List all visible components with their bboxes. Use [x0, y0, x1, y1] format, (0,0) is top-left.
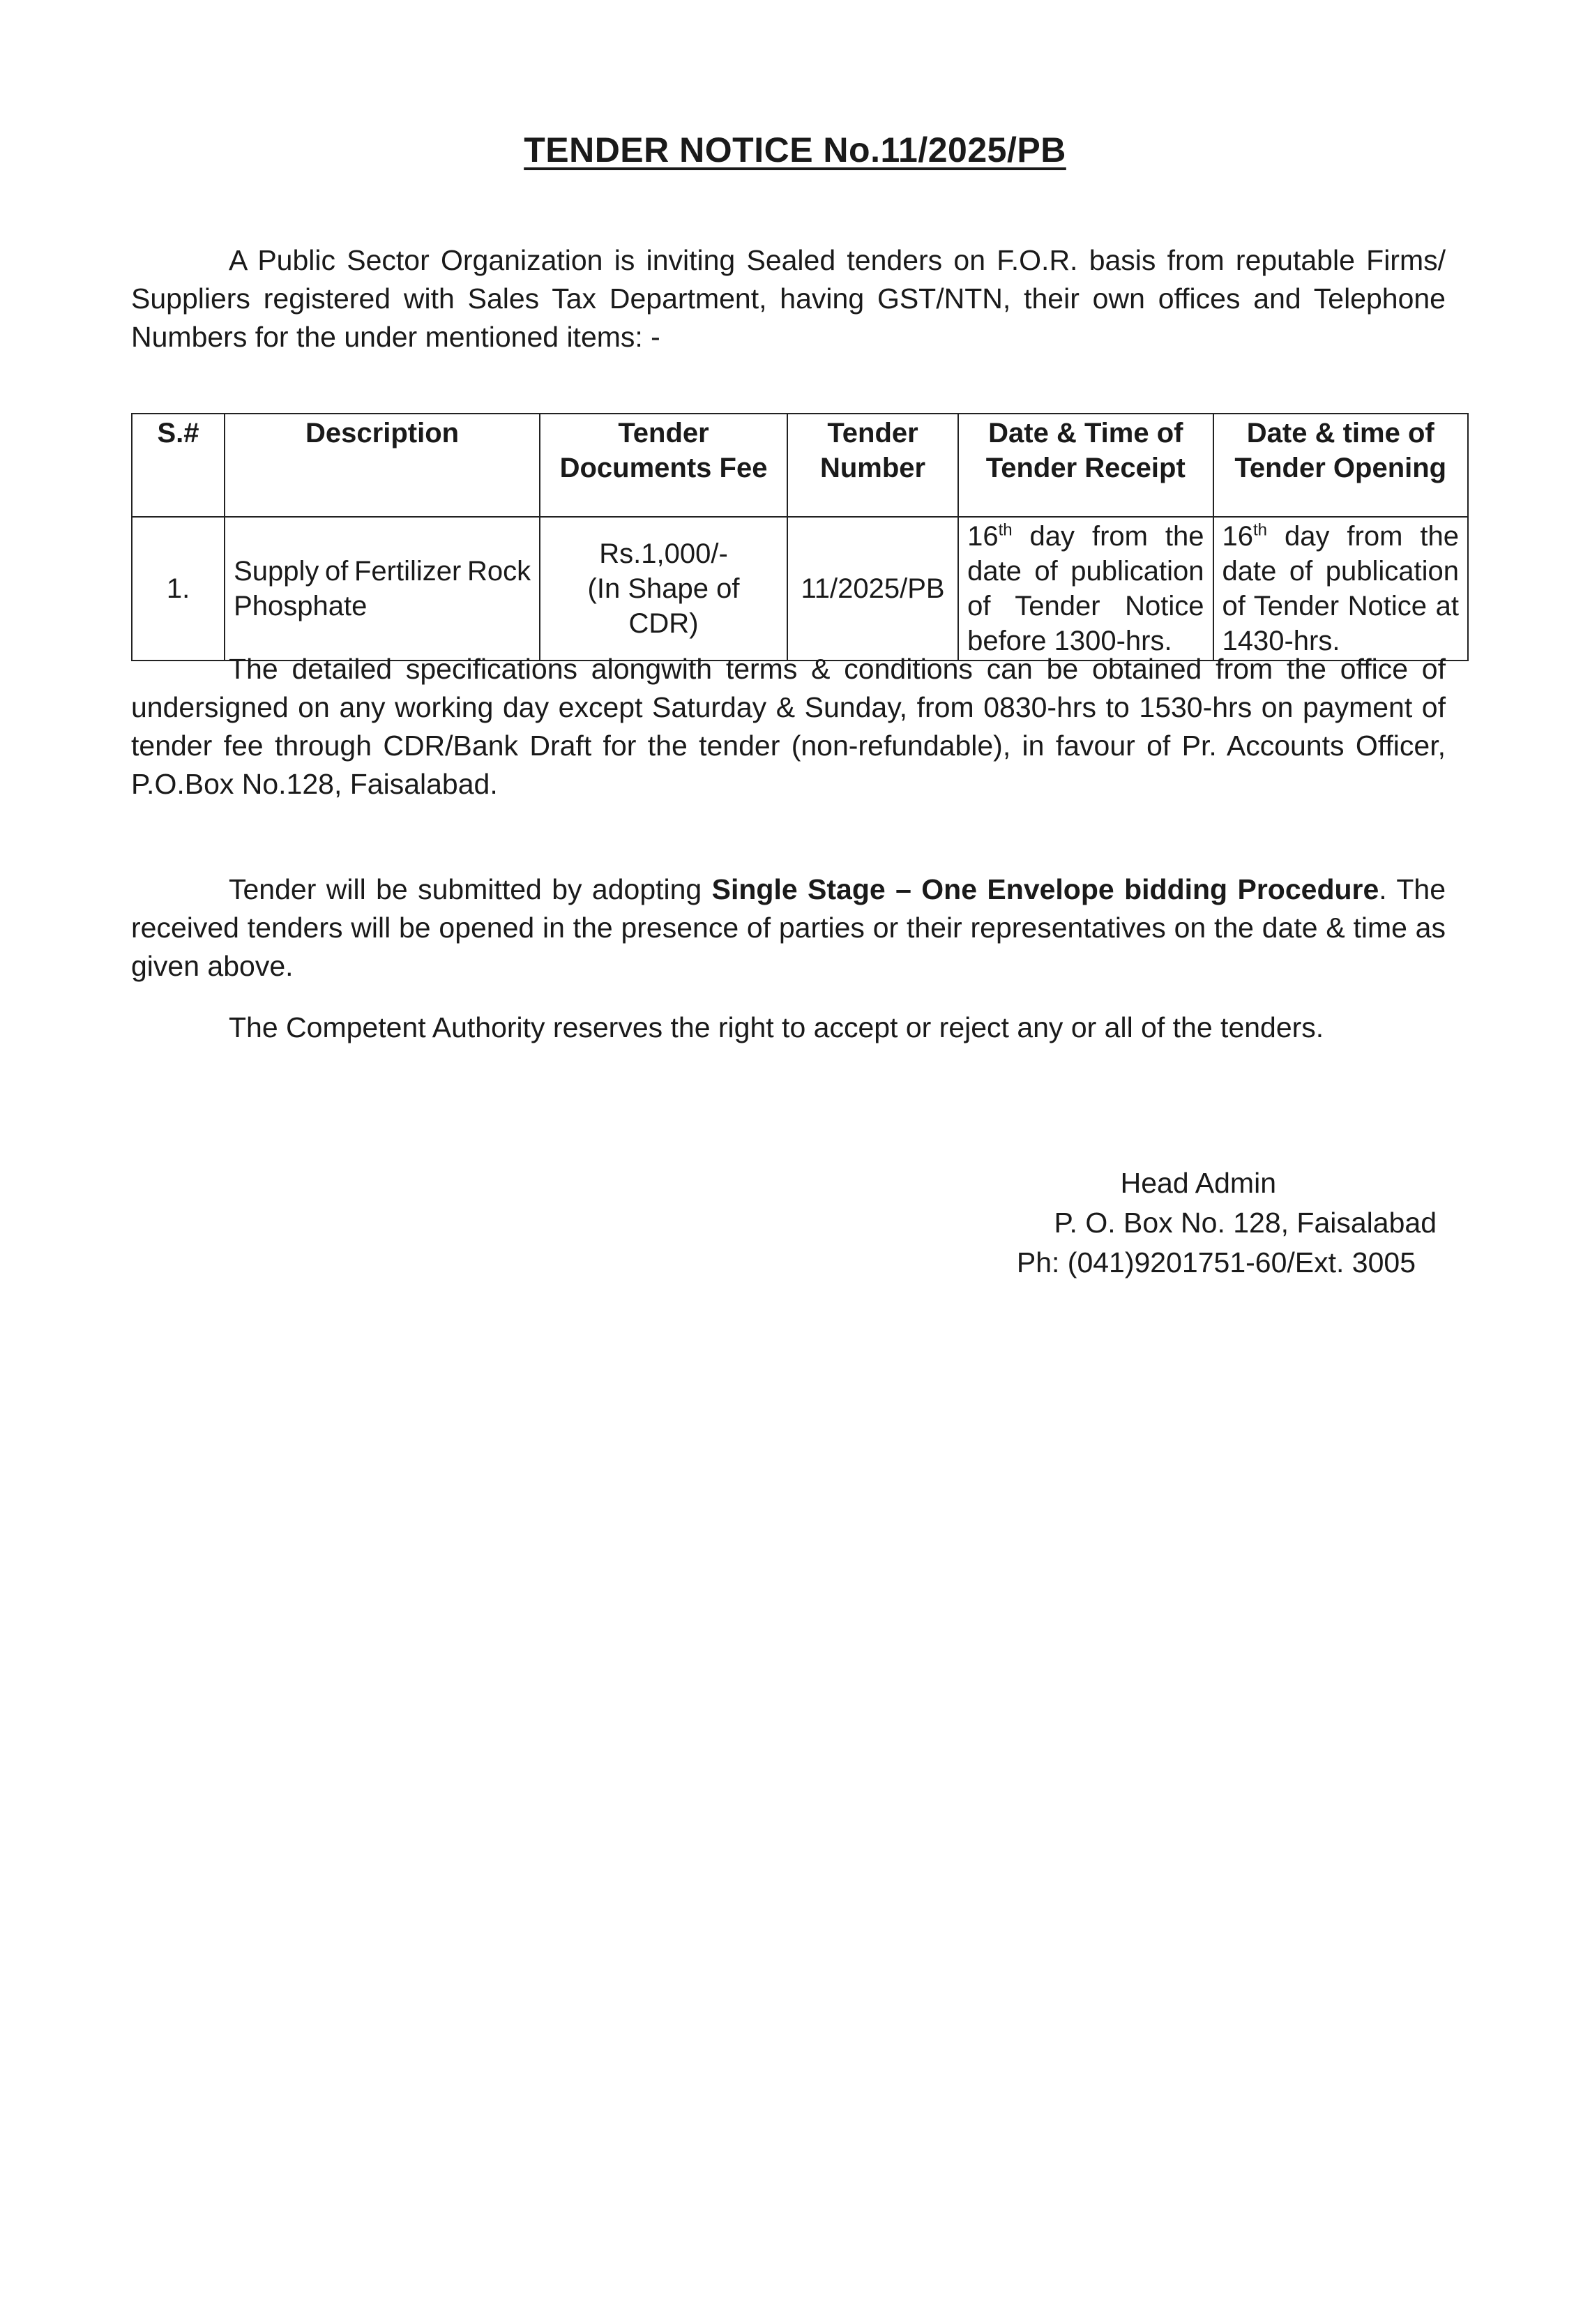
cell-sn: 1. — [132, 517, 225, 661]
desc-word: Supply — [234, 556, 319, 587]
procedure-bold: Single Stage – One Envelope bidding Procedure — [711, 873, 1379, 905]
receipt-sup: th — [998, 520, 1013, 540]
intro-text: A Public Sector Organization is inviting Sealed tenders on F.O.R. basis from reputable Firms/ Suppliers registered with Sales Tax Department, having GST/NTN, their own offices and Telephone Numbers for the under mentioned items: - — [131, 244, 1446, 353]
procedure-text-after: . The received tenders will be opened in the presence of parties or their representatives on the date & time as given above. — [131, 873, 1446, 982]
desc-word: Fertilizer — [354, 556, 462, 587]
cell-receipt — [958, 517, 1213, 661]
header-sn: S.# — [132, 414, 225, 517]
desc-word: Phosphate — [234, 591, 368, 621]
fee-shape: (In Shape of CDR) — [587, 573, 740, 639]
header-fee: Tender Documents Fee — [540, 414, 787, 517]
signatory-phone: Ph: (041)9201751-60/Ext. 3005 — [1016, 1246, 1416, 1278]
header-opening: Date & time of Tender Opening — [1213, 414, 1469, 517]
cell-fee — [540, 517, 787, 661]
cell-description — [225, 517, 540, 661]
desc-word: of — [325, 556, 349, 587]
procedure-text-before: Tender will be submitted by adopting — [229, 873, 712, 905]
opening-day: 16 — [1222, 521, 1253, 552]
table-header-row — [132, 414, 1468, 517]
procedure-paragraph — [131, 870, 1446, 986]
cell-number: 11/2025/PB — [787, 517, 958, 661]
opening-rest: day from the date of publication of Tender Notice at 1430-hrs. — [1222, 521, 1459, 656]
notice-title: TENDER NOTICE No.11/2025/PB — [524, 130, 1066, 169]
desc-word: Rock — [467, 556, 531, 587]
receipt-rest: day from the date of publication of Tender Notice before 1300-hrs. — [967, 521, 1204, 656]
tender-table — [131, 413, 1469, 661]
cell-opening — [1213, 517, 1469, 661]
signatory-title: Head Admin — [1120, 1167, 1276, 1199]
receipt-day: 16 — [967, 521, 999, 552]
authority-paragraph: The Competent Authority reserves the right to accept or reject any or all of the tenders. — [229, 1011, 1324, 1043]
signatory-address: P. O. Box No. 128, Faisalabad — [1054, 1207, 1437, 1239]
intro-paragraph — [131, 241, 1446, 356]
signature-block — [907, 1163, 1437, 1283]
opening-sup: th — [1253, 520, 1268, 540]
table-row — [132, 517, 1468, 661]
fee-amount: Rs.1,000/- — [599, 538, 728, 569]
header-description: Description — [225, 414, 540, 517]
specs-text: The detailed specifications alongwith terms & conditions can be obtained from the office of undersigned on any working day except Saturday & Sunday, from 0830-hrs to 1530-hrs on payment of tender fee through CDR/Bank Draft for the tender (non-refundable), in favour of Pr. Accounts Officer, P.O.Box No.128, Faisalabad. — [131, 653, 1446, 800]
header-receipt: Date & Time of Tender Receipt — [958, 414, 1213, 517]
header-number: Tender Number — [787, 414, 958, 517]
specs-paragraph — [131, 650, 1446, 803]
